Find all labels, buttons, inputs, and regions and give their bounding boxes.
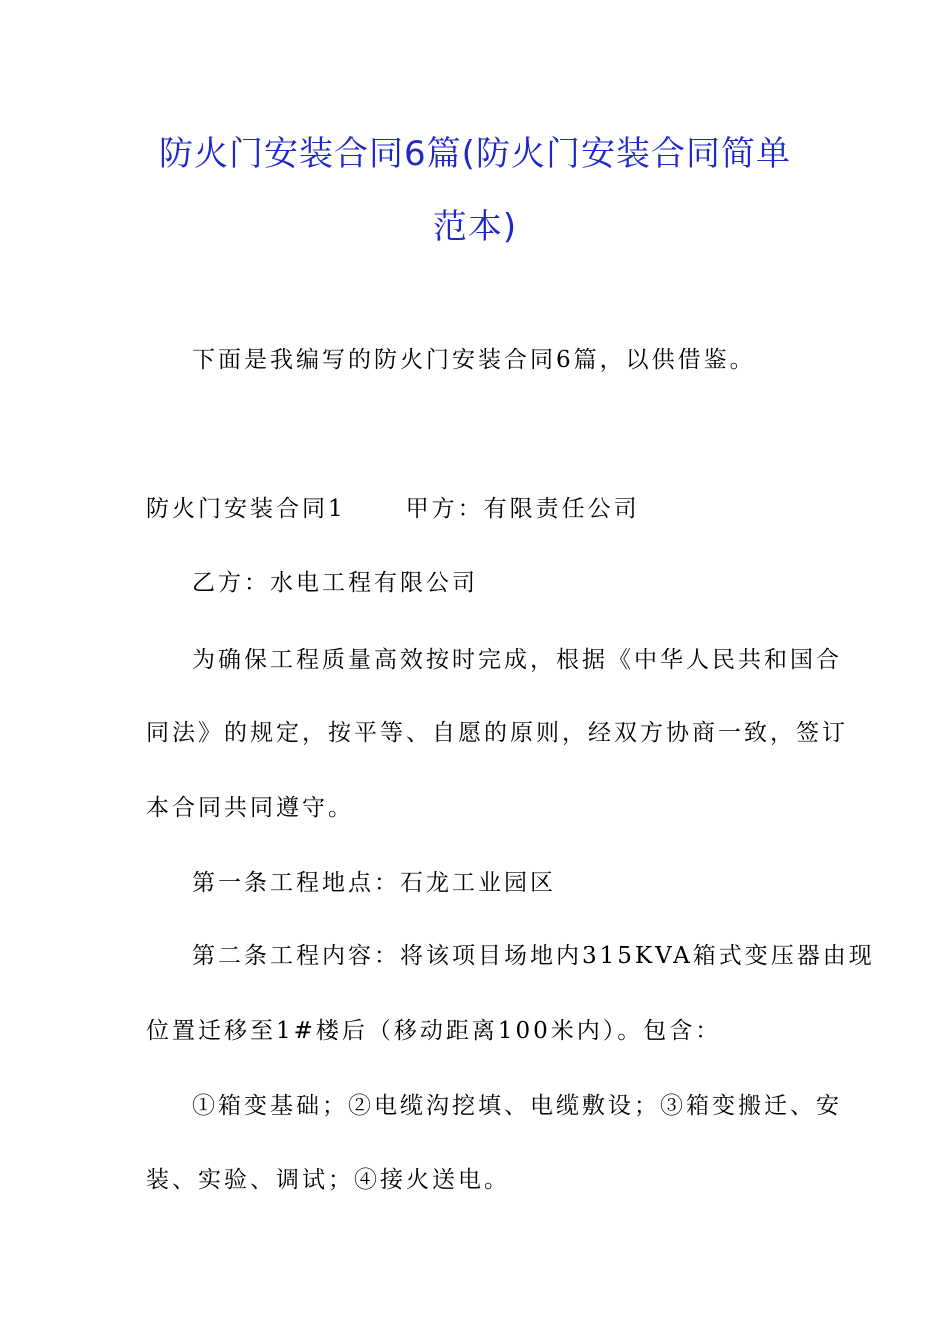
document-title-line-1: 防火门安装合同6篇(防火门安装合同简单 bbox=[159, 134, 791, 174]
section-heading: 防火门安装合同1 bbox=[146, 496, 346, 522]
paragraph-1-line-2: 同法》的规定，按平等、自愿的原则，经双方协商一致，签订 bbox=[146, 720, 848, 746]
items-line-2: 装、实验、调试；④接火送电。 bbox=[146, 1167, 510, 1193]
section-heading-row bbox=[146, 494, 640, 524]
article-2-line-1: 第二条工程内容：将该项目场地内315KVA箱式变压器由现 bbox=[192, 943, 875, 969]
article-1: 第一条工程地点：石龙工业园区 bbox=[192, 870, 556, 896]
article-2-line-2: 位置迁移至1#楼后（移动距离100米内）。包含： bbox=[146, 1018, 722, 1044]
party-b: 乙方：水电工程有限公司 bbox=[192, 570, 478, 596]
paragraph-1-line-1: 为确保工程质量高效按时完成，根据《中华人民共和国合 bbox=[192, 647, 842, 673]
items-line-1: ①箱变基础；②电缆沟挖填、电缆敷设；③箱变搬迁、安 bbox=[192, 1093, 842, 1119]
party-a: 甲方：有限责任公司 bbox=[405, 496, 640, 522]
document-title-line-2: 范本) bbox=[432, 207, 518, 247]
intro-paragraph: 下面是我编写的防火门安装合同6篇，以供借鉴。 bbox=[192, 347, 756, 373]
paragraph-1-line-3: 本合同共同遵守。 bbox=[146, 795, 354, 821]
